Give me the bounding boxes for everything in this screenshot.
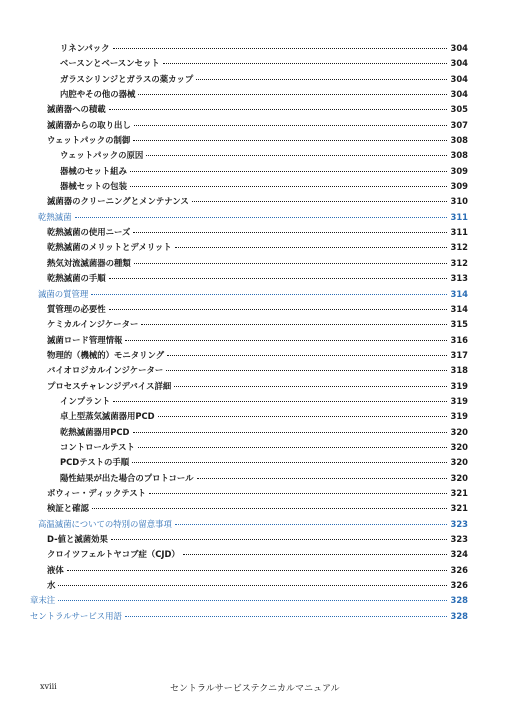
toc-entry[interactable] [0,148,514,163]
toc-entry-page: 320 [450,472,468,483]
toc-entry[interactable] [0,440,514,455]
toc-leader-dots [91,294,447,295]
toc-entry-page: 310 [450,196,468,207]
toc-entry-page: 328 [450,595,468,606]
toc-entry-page: 328 [450,610,468,621]
toc-entry[interactable] [0,532,514,547]
toc-leader-dots [130,186,447,187]
toc-entry-title: 章末注 [30,595,56,606]
toc-leader-dots [146,155,447,156]
toc-entry-title: プロセスチャレンジデバイス詳細 [47,380,172,391]
toc-leader-dots [132,462,447,463]
toc-entry-page: 323 [450,518,468,529]
toc-entry[interactable] [0,517,514,532]
toc-leader-dots [111,539,447,540]
toc-entry-title: D-値と滅菌効果 [47,534,108,544]
toc-leader-dots [75,217,448,218]
toc-leader-dots [138,94,447,95]
toc-entry-title: ベースンとベースンセット [60,58,160,69]
toc-entry-title: 陽性結果が出た場合のプロトコール [60,472,194,483]
toc-entry[interactable] [0,271,514,286]
toc-entry-title: クロイツフェルトヤコブ症（CJD） [47,549,180,560]
toc-entry[interactable] [0,379,514,394]
toc-leader-dots [183,554,447,555]
toc-entry-title: 熱気対流滅菌器の種類 [47,257,131,268]
toc-entry[interactable] [0,593,514,608]
toc-entry-page: 318 [450,365,468,376]
toc-entry[interactable] [0,486,514,501]
toc-entry-page: 313 [450,273,468,284]
toc-entry-page: 320 [450,426,468,437]
toc-entry-title: 高温滅菌についての特別の留意事項 [38,518,172,529]
toc-entry-page: 314 [450,288,468,299]
toc-entry[interactable] [0,609,514,624]
toc-leader-dots [163,63,447,64]
toc-entry[interactable] [0,225,514,240]
toc-leader-dots [175,247,447,248]
toc-entry[interactable] [0,179,514,194]
toc-entry-page: 304 [450,89,468,100]
toc-entry-title: インプラント [60,395,111,406]
toc-leader-dots [125,616,447,617]
toc-entry-page: 319 [450,411,468,422]
toc-entry-title: 物理的（機械的）モニタリング [47,349,165,360]
toc-entry-title: ガラスシリンジとガラスの薬カップ [60,73,194,84]
toc-entry-title: 水 [47,580,56,591]
toc-entry[interactable] [0,409,514,424]
toc-leader-dots [149,493,447,494]
toc-entry-page: 311 [450,211,468,222]
toc-entry-title: リネンパック [60,43,110,53]
toc-entry-page: 319 [450,380,468,391]
toc-leader-dots [166,370,447,371]
toc-entry-title: 滅菌ロード管理情報 [47,334,123,345]
toc-entry-page: 320 [450,441,468,452]
toc-leader-dots [196,79,447,80]
toc-entry-title: バイオロジカルインジケーター [47,365,164,376]
toc-entry[interactable] [0,363,514,378]
toc-leader-dots [197,478,448,479]
toc-leader-dots [134,125,447,126]
toc-entry[interactable] [0,455,514,470]
toc-entry[interactable] [0,563,514,578]
toc-entry-title: 滅菌器のクリーニングとメンテナンス [47,196,189,207]
toc-entry-title: 卓上型蒸気滅菌器用PCD [60,411,155,422]
toc-entry-page: 321 [450,487,468,498]
toc-entry-page: 304 [450,43,468,53]
toc-entry-page: 326 [450,564,468,575]
toc-leader-dots [113,48,448,49]
toc-leader-dots [130,171,447,172]
toc-entry-title: 滅菌器への積載 [47,104,106,115]
toc-entry[interactable] [0,394,514,409]
toc-entry[interactable] [0,348,514,363]
toc-entry-page: 319 [450,395,468,406]
toc-leader-dots [109,278,447,279]
toc-entry[interactable] [0,333,514,348]
toc-entry-title: ボウィー・ディックテスト [47,487,146,498]
toc-entry-title: 内腔やその他の器械 [60,89,136,100]
toc-entry[interactable] [0,578,514,593]
toc-entry-title: 滅菌器からの取り出し [47,119,131,130]
toc-leader-dots [125,340,447,341]
toc-entry-page: 304 [450,73,468,84]
toc-entry-page: 314 [450,303,468,314]
toc-entry-title: ケミカルインジケーター [47,319,139,330]
toc-entry-title: コントロールテスト [60,441,135,452]
toc-leader-dots [109,109,447,110]
toc-leader-dots [113,401,447,402]
toc-leader-dots [174,386,447,387]
toc-entry-title: 乾熱滅菌 [38,211,72,222]
toc-leader-dots [175,524,447,525]
toc-entry-title: 器械のセット組み [60,165,127,176]
toc-leader-dots [138,447,447,448]
toc-entry-title: ウェットパックの原因 [60,150,144,161]
toc-entry-page: 326 [450,580,468,591]
toc-leader-dots [58,600,447,601]
toc-entry[interactable] [0,133,514,148]
toc-entry-page: 324 [450,549,468,560]
toc-entry[interactable] [0,240,514,255]
toc-entry[interactable] [0,164,514,179]
toc-entry-title: 乾熱滅菌の使用ニーズ [47,227,131,238]
footer-page-number: xviii [40,682,57,691]
toc-entry-page: 320 [450,457,468,468]
toc-entry-page: 315 [450,319,468,330]
toc-entry-page: 316 [450,334,468,345]
toc-entry-title: 検証と確認 [47,503,89,514]
toc-entry-page: 308 [450,135,468,146]
toc-entry-title: 質管理の必要性 [47,303,106,314]
toc-leader-dots [109,309,447,310]
toc-entry-page: 309 [450,165,468,176]
toc-leader-dots [133,140,447,141]
toc-entry[interactable] [0,118,514,133]
toc-entry-title: PCDテストの手順 [60,457,130,468]
toc-leader-dots [141,324,447,325]
toc-entry-title: ウェットパックの制御 [47,135,131,146]
toc-entry[interactable] [0,425,514,440]
toc-entry-page: 312 [450,257,468,268]
footer-manual-title: セントラルサービステクニカルマニュアル [170,684,340,694]
toc-entry[interactable] [0,302,514,317]
toc-leader-dots [67,570,447,571]
toc-entry-page: 312 [450,242,468,253]
toc-entry[interactable] [0,194,514,209]
toc-entry[interactable] [0,547,514,562]
toc-leader-dots [134,263,447,264]
toc-entry[interactable] [0,210,514,225]
toc-entry-title: 乾熱滅菌のメリットとデメリット [47,242,172,253]
toc-entry-page: 317 [450,349,468,360]
toc-entry-page: 308 [450,150,468,161]
toc-entry-page: 305 [450,104,468,115]
toc-leader-dots [167,355,447,356]
toc-entry[interactable] [0,41,514,56]
toc-entry[interactable] [0,256,514,271]
toc-entry[interactable] [0,102,514,117]
toc-entry[interactable] [0,72,514,87]
toc-entry-title: 乾熱滅菌の手順 [47,273,106,284]
toc-entry[interactable] [0,501,514,516]
toc-entry[interactable] [0,87,514,102]
toc-leader-dots [133,232,447,233]
toc-entry[interactable] [0,287,514,302]
toc-entry-page: 304 [450,58,468,69]
toc-entry-page: 321 [450,503,468,514]
toc-entry-title: セントラルサービス用語 [30,610,122,621]
toc-leader-dots [58,585,447,586]
toc-leader-dots [192,201,447,202]
toc-entry-title: 液体 [47,564,64,575]
table-of-contents [0,41,514,624]
toc-entry-page: 309 [450,181,468,192]
toc-entry-page: 323 [450,534,468,544]
toc-leader-dots [133,432,448,433]
toc-entry[interactable] [0,317,514,332]
toc-leader-dots [158,416,447,417]
toc-leader-dots [92,508,447,509]
toc-entry-title: 器械セットの包装 [60,181,127,192]
toc-entry[interactable] [0,471,514,486]
toc-entry-page: 307 [450,119,468,130]
toc-entry-title: 滅菌の質管理 [38,288,89,299]
toc-entry-page: 311 [450,227,468,238]
toc-entry[interactable] [0,56,514,71]
toc-entry-title: 乾熱滅菌器用PCD [60,426,130,437]
